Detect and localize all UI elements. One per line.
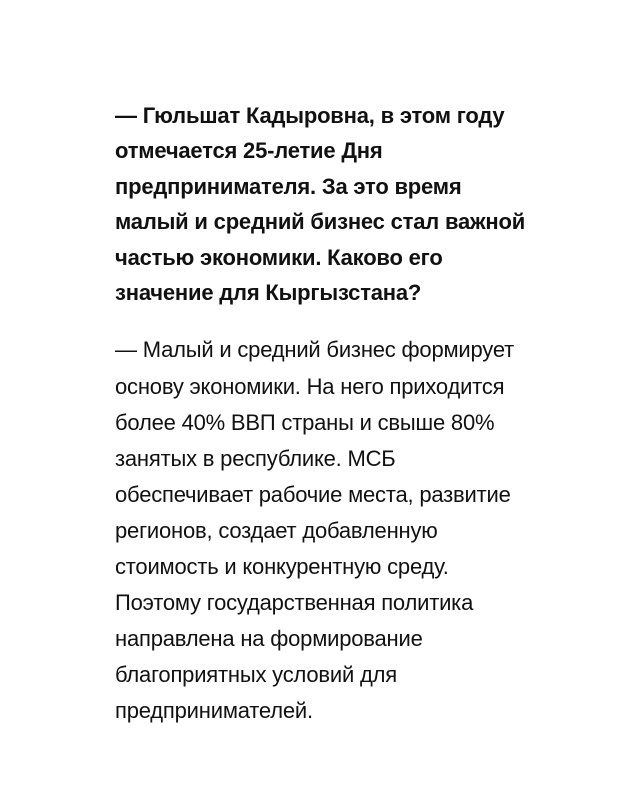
answer-line: — Малый и средний бизнес формирует bbox=[115, 337, 515, 363]
interview-answer bbox=[115, 332, 555, 729]
answer-line: более 40% ВВП страны и свыше 80% bbox=[115, 409, 495, 435]
answer-line: основу экономики. На него приходится bbox=[115, 373, 505, 399]
answer-line: направлена на формирование bbox=[115, 626, 423, 652]
question-line: предпринимателя. За это время bbox=[115, 173, 462, 199]
question-line: малый и средний бизнес стал важной bbox=[115, 209, 526, 235]
answer-line: регионов, создает добавленную bbox=[115, 517, 438, 543]
answer-line: занятых в республике. МСБ bbox=[115, 445, 396, 471]
answer-line: стоимость и конкурентную среду. bbox=[115, 554, 449, 579]
interview-question bbox=[115, 98, 555, 310]
interview-article bbox=[115, 98, 555, 729]
question-line: значение для Кыргызстана? bbox=[115, 280, 422, 306]
answer-line: предпринимателей. bbox=[115, 698, 313, 724]
question-line: отмечается 25-летие Дня bbox=[115, 138, 383, 164]
answer-line: Поэтому государственная политика bbox=[115, 590, 474, 616]
answer-line: благоприятных условий для bbox=[115, 662, 397, 688]
question-line: — Гюльшат Кадыровна, в этом году bbox=[115, 103, 505, 128]
question-line: частью экономики. Каково его bbox=[115, 244, 443, 270]
answer-line: обеспечивает рабочие места, развитие bbox=[115, 481, 511, 507]
